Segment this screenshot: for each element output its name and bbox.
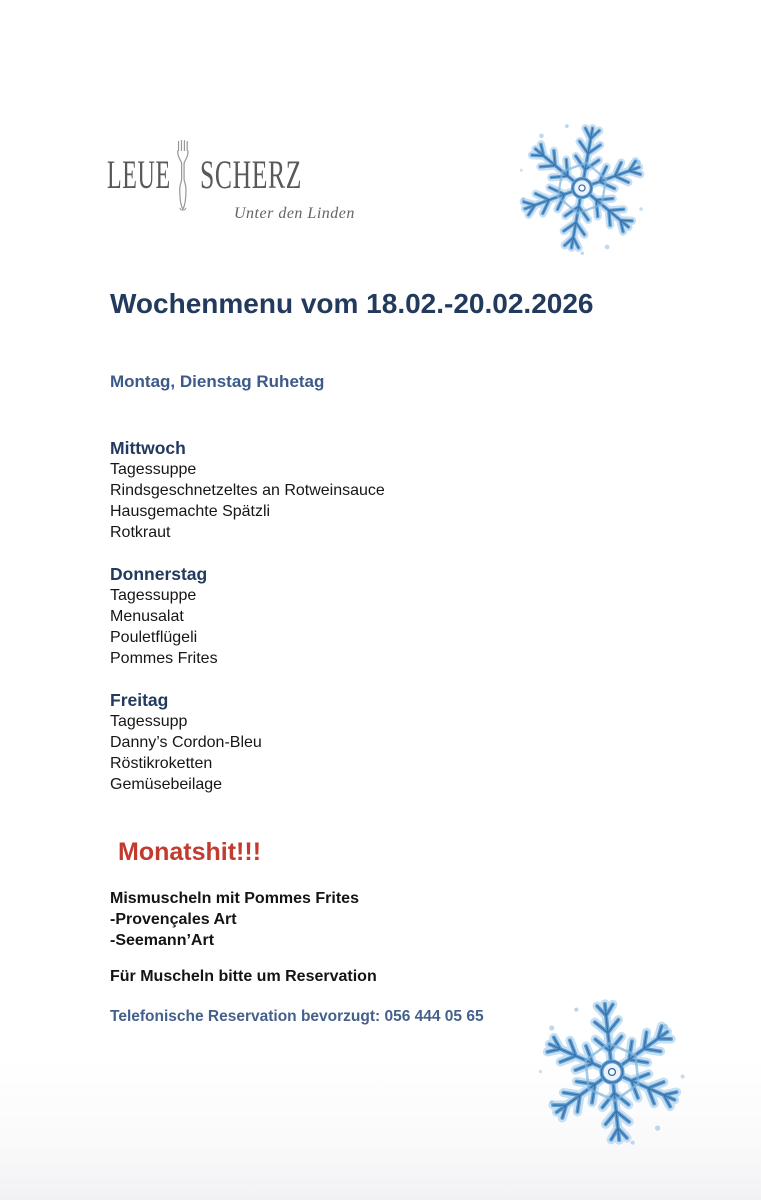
special-dishes: [110, 888, 359, 951]
fork-icon: [171, 138, 193, 221]
day-section-freitag: [110, 689, 530, 795]
menu-item: Hausgemachte Spätzli: [110, 503, 271, 520]
page-title: Wochenmenu vom 18.02.-20.02.2026: [110, 288, 594, 319]
logo-tagline: Unter den Linden: [234, 205, 355, 222]
menu-item: Gemüsebeilage: [110, 776, 223, 793]
menu-item: Danny’s Cordon-Bleu: [110, 734, 262, 751]
special-dish: -Seemann’Art: [110, 932, 215, 949]
menu-item: Tagessuppe: [110, 587, 197, 604]
menu-item: Pommes Frites: [110, 650, 218, 667]
day-heading: Donnerstag: [110, 564, 208, 584]
menu-item: Tagessupp: [110, 713, 188, 730]
menu-item: Menusalat: [110, 608, 184, 625]
day-section-mittwoch: [110, 437, 530, 543]
menu-item: Pouletflügeli: [110, 629, 198, 646]
logo-word-scherz: SCHERZ: [200, 152, 302, 197]
day-section-donnerstag: [110, 563, 530, 669]
menu-item: Rindsgeschnetzeltes an Rotweinsauce: [110, 482, 385, 499]
logo-word-leue: LEUE: [107, 152, 171, 197]
phone-reservation-line: Telefonische Reservation bevorzugt: 056 444 05 65: [110, 1008, 484, 1025]
menu-item: Rotkraut: [110, 524, 171, 541]
menu-item: Tagessuppe: [110, 461, 197, 478]
special-dish: Mismuscheln mit Pommes Frites: [110, 890, 359, 907]
menu-item: Röstikroketten: [110, 755, 213, 772]
closed-days-notice: Montag, Dienstag Ruhetag: [110, 372, 325, 391]
special-dish: -Provençales Art: [110, 911, 237, 928]
day-heading: Freitag: [110, 690, 169, 710]
day-heading: Mittwoch: [110, 438, 186, 458]
reservation-note: Für Muscheln bitte um Reservation: [110, 968, 377, 985]
restaurant-logo: [107, 131, 367, 241]
special-heading: Monatshit!!!: [118, 838, 262, 866]
snowflake-icon: [501, 107, 663, 269]
snowflake-icon: [525, 985, 699, 1159]
